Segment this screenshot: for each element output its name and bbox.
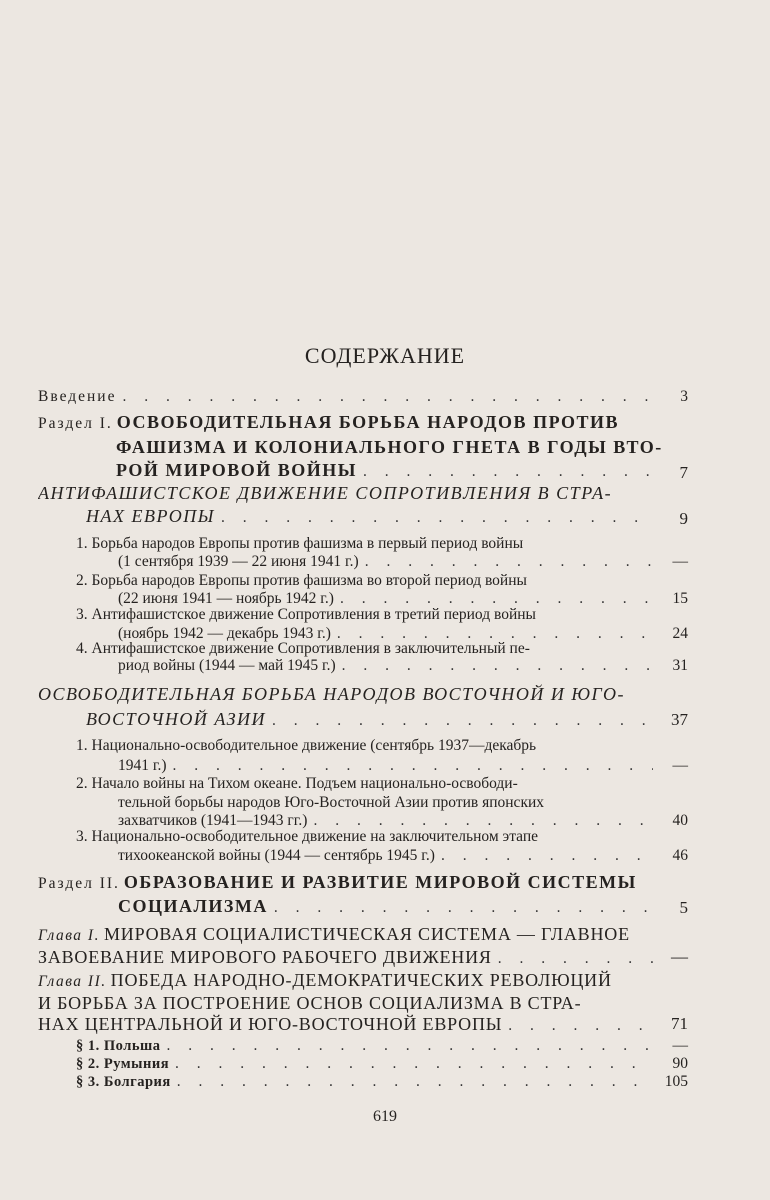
- part2-item2-line-3: захватчиков (1941—1943 гг.): [118, 812, 308, 829]
- section2-line-2-row: [118, 895, 653, 917]
- page-title: СОДЕРЖАНИЕ: [304, 343, 466, 368]
- part1-line-2: НАХ ЕВРОПЫ: [86, 506, 215, 526]
- section2-label: Раздел II.: [38, 875, 120, 892]
- paragraph3-page: 105: [664, 1073, 688, 1090]
- section2-page: 5: [679, 898, 688, 917]
- part2-item2-page: 40: [672, 812, 688, 829]
- toc-intro-page: 3: [680, 388, 688, 405]
- part1-line-1: АНТИФАШИСТСКОЕ ДВИЖЕНИЕ СОПРОТИВЛЕНИЯ В СТРА-: [38, 483, 613, 503]
- page-number: 619: [373, 1108, 397, 1125]
- toc-intro-label: Введение: [38, 388, 117, 405]
- part1-item4-line-1: 4. Антифашистское движение Сопротивления в заключительный пе-: [76, 640, 530, 657]
- part1-line-2-row: [86, 505, 653, 527]
- toc-chapter1: [38, 923, 630, 945]
- toc-section2: [38, 871, 637, 893]
- section1-line-3: РОЙ МИРОВОЙ ВОЙНЫ: [116, 460, 357, 480]
- chapter1-line-2-row: [38, 946, 653, 968]
- part1-page: 9: [679, 509, 688, 528]
- paragraph3-row: [76, 1071, 653, 1093]
- paragraph3-label: § 3. Болгария: [76, 1074, 171, 1090]
- part1-item4-row: [118, 655, 653, 677]
- part1-item1-line-1: 1. Борьба народов Европы против фашизма в первый период войны: [76, 535, 524, 552]
- part2-item3-row: [118, 845, 653, 867]
- chapter1-label: Глава I.: [38, 927, 100, 944]
- paragraph2-label: § 2. Румыния: [76, 1056, 170, 1072]
- part2-item1-line-1: 1. Национально-освободительное движение (сентябрь 1937—декабрь: [76, 737, 537, 754]
- paragraph1-label: § 1. Польша: [76, 1038, 161, 1054]
- part2-page: 37: [671, 710, 688, 729]
- part1-item3-line-1: 3. Антифашистское движение Сопротивления в третий период войны: [76, 606, 536, 623]
- part2-item3-line-2: тихоокеанской войны (1944 — сентябрь 1945 г.): [118, 847, 435, 864]
- section1-line-1: ОСВОБОДИТЕЛЬНАЯ БОРЬБА НАРОДОВ ПРОТИВ: [116, 412, 619, 432]
- chapter2-page: 71: [671, 1014, 688, 1033]
- part2-item1-page: —: [672, 757, 688, 774]
- part1-item1-line-2: (1 сентября 1939 — 22 июня 1941 г.): [118, 553, 359, 570]
- chapter1-page: —: [671, 947, 688, 966]
- chapter2-line-2: И БОРЬБА ЗА ПОСТРОЕНИЕ ОСНОВ СОЦИАЛИЗМА В СТРА-: [38, 993, 582, 1013]
- part2-line-2: ВОСТОЧНОЙ АЗИИ: [86, 709, 267, 729]
- part1-item2-line-1: 2. Борьба народов Европы против фашизма во второй период войны: [76, 572, 527, 589]
- part2-item1-line-2: 1941 г.): [118, 757, 167, 774]
- section1-line-3-row: [116, 459, 653, 481]
- toc-intro: [38, 386, 653, 408]
- part2-line-2-row: [86, 708, 653, 730]
- section2-line-1: ОБРАЗОВАНИЕ И РАЗВИТИЕ МИРОВОЙ СИСТЕМЫ: [123, 872, 637, 892]
- chapter2-line-3: НАХ ЦЕНТРАЛЬНОЙ И ЮГО-ВОСТОЧНОЙ ЕВРОПЫ: [38, 1014, 503, 1034]
- toc-section1: [38, 411, 619, 433]
- part1-item1-page: —: [672, 553, 688, 570]
- chapter1-line-1: МИРОВАЯ СОЦИАЛИСТИЧЕСКАЯ СИСТЕМА — ГЛАВНОЕ: [103, 924, 630, 944]
- paragraph2-page: 90: [672, 1055, 688, 1072]
- section1-label: Раздел I.: [38, 415, 113, 432]
- part1-item3-line-2: (ноябрь 1942 — декабрь 1943 г.): [118, 625, 331, 642]
- part1-item4-line-2: риод войны (1944 — май 1945 г.): [118, 657, 336, 674]
- part1-item3-page: 24: [672, 625, 688, 642]
- section1-line-2: ФАШИЗМА И КОЛОНИАЛЬНОГО ГНЕТА В ГОДЫ ВТО-: [116, 437, 663, 457]
- chapter1-line-2: ЗАВОЕВАНИЕ МИРОВОГО РАБОЧЕГО ДВИЖЕНИЯ: [38, 947, 492, 967]
- part2-item3-page: 46: [672, 847, 688, 864]
- part2-item2-line-1: 2. Начало войны на Тихом океане. Подъем национально-освободи-: [76, 775, 518, 792]
- part2-line-1: ОСВОБОДИТЕЛЬНАЯ БОРЬБА НАРОДОВ ВОСТОЧНОЙ И ЮГО-: [38, 684, 625, 704]
- part1-item4-page: 31: [672, 657, 688, 674]
- paragraph1-page: —: [672, 1037, 688, 1054]
- section1-page: 7: [679, 463, 688, 482]
- chapter2-line-1: ПОБЕДА НАРОДНО-ДЕМОКРАТИЧЕСКИХ РЕВОЛЮЦИЙ: [110, 970, 612, 990]
- part2-item2-line-2: тельной борьбы народов Юго-Восточной Азии против японских: [118, 794, 545, 811]
- chapter2-label: Глава II.: [38, 973, 107, 990]
- section2-line-2: СОЦИАЛИЗМА: [118, 896, 268, 916]
- part1-item2-line-2: (22 июня 1941 — ноябрь 1942 г.): [118, 590, 334, 607]
- chapter2-line-3-row: [38, 1013, 653, 1035]
- part1-item2-page: 15: [672, 590, 688, 607]
- part2-item3-line-1: 3. Национально-освободительное движение на заключительном этапе: [76, 828, 539, 845]
- toc-chapter2: [38, 969, 612, 991]
